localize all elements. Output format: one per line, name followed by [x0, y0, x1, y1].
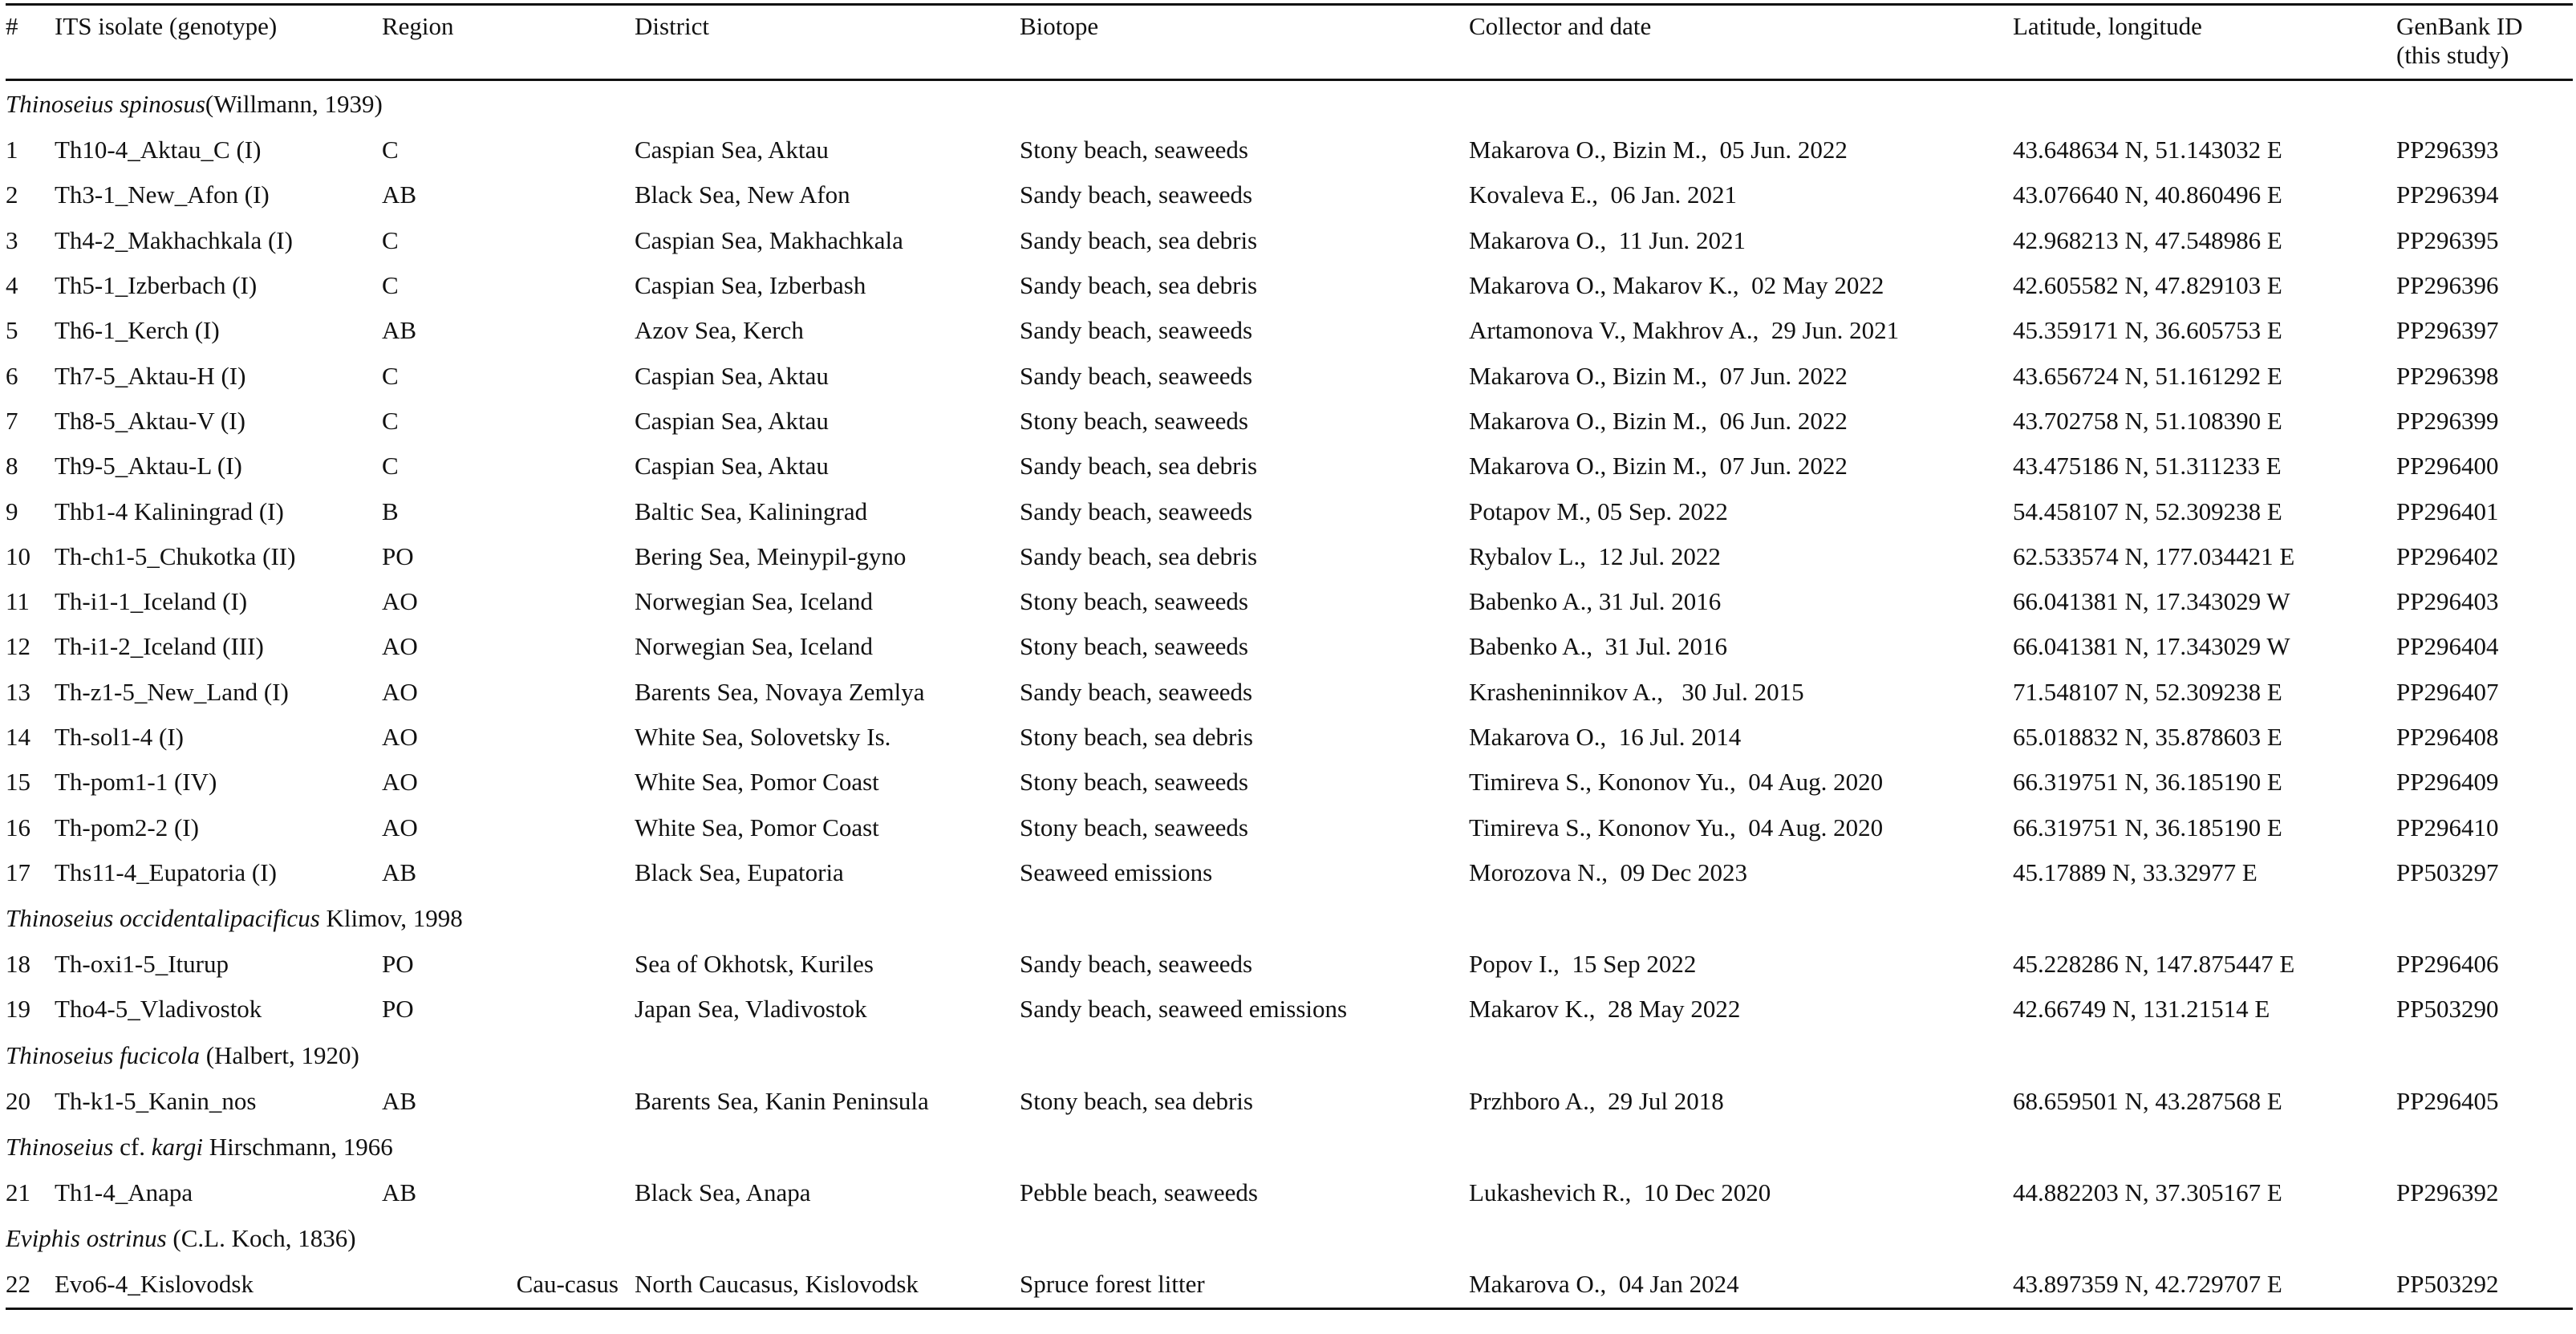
district: Japan Sea, Vladivostok	[635, 995, 867, 1024]
lat-lon: 65.018832 N, 35.878603 E	[2013, 723, 2282, 751]
lat-lon: 54.458107 N, 52.309238 E	[2013, 497, 2282, 525]
region-code: PO	[382, 995, 414, 1024]
species-authority: (Halbert, 1920)	[199, 1040, 359, 1069]
row-number: 1	[6, 136, 18, 164]
lat-lon: 66.319751 N, 36.185190 E	[2013, 768, 2282, 797]
row-number: 16	[6, 813, 30, 841]
table-row	[6, 942, 2573, 987]
biotope: Sandy beach, seaweeds	[1020, 677, 1253, 706]
header-genbank-line-2: (this study)	[2396, 41, 2509, 69]
table-row	[6, 399, 2573, 444]
row-number: 19	[6, 995, 30, 1024]
lat-lon: 45.228286 N, 147.875447 E	[2013, 950, 2295, 979]
isolate-name: Ths11-4_Eupatoria (I)	[55, 858, 277, 886]
row-number: 2	[6, 180, 18, 209]
lat-lon: 42.968213 N, 47.548986 E	[2013, 225, 2282, 254]
district: Caspian Sea, Izberbash	[635, 271, 866, 300]
lat-lon: 43.475186 N, 51.311233 E	[2013, 452, 2282, 480]
species-heading	[6, 80, 2573, 128]
header-biotope: Biotope	[1020, 5, 1469, 80]
table-row	[6, 353, 2573, 398]
genbank-id: PP503290	[2396, 995, 2499, 1024]
collector-date: Makarova O., 04 Jan 2024	[1469, 1262, 2013, 1308]
biotope: Sandy beach, seaweeds	[1020, 497, 1253, 525]
district: Azov Sea, Kerch	[635, 316, 804, 345]
header-district: District	[635, 5, 1020, 80]
row-number: 13	[6, 677, 30, 706]
genbank-id: PP296404	[2396, 632, 2499, 661]
table-row	[6, 850, 2573, 895]
lat-lon: 66.319751 N, 36.185190 E	[2013, 813, 2282, 841]
lat-lon: 66.041381 N, 17.343029 W	[2013, 587, 2290, 616]
region-code: AO	[382, 677, 418, 706]
header-collector: Collector and date	[1469, 5, 2013, 80]
species-name: Eviphis ostrinus	[6, 1224, 167, 1253]
biotope: Seaweed emissions	[1020, 858, 1213, 886]
lat-lon: 71.548107 N, 52.309238 E	[2013, 677, 2282, 706]
isolate-name: Th9-5_Aktau-L (I)	[55, 452, 242, 480]
table-row	[6, 670, 2573, 715]
row-number: 9	[6, 497, 18, 525]
district: Black Sea, Eupatoria	[635, 858, 844, 886]
lat-lon: 62.533574 N, 177.034421 E	[2013, 541, 2295, 570]
genbank-id: PP296396	[2396, 271, 2499, 300]
region-code: AB	[382, 1178, 417, 1207]
lat-lon: 45.17889 N, 33.32977 E	[2013, 858, 2258, 886]
genbank-id: PP296405	[2396, 1086, 2499, 1115]
biotope: Sandy beach, seaweed emissions	[1020, 995, 1348, 1024]
table-row	[6, 805, 2573, 849]
table-body	[6, 80, 2573, 1309]
biotope: Stony beach, sea debris	[1020, 1086, 1253, 1115]
row-number: 11	[6, 587, 30, 616]
collector-date: Makarova O., Bizin M., 07 Jun. 2022	[1469, 361, 1848, 390]
district: Caspian Sea, Aktau	[635, 452, 829, 480]
species-authority-after: Hirschmann, 1966	[203, 1132, 393, 1161]
lat-lon: 43.656724 N, 51.161292 E	[2013, 361, 2282, 390]
biotope: Sandy beach, sea debris	[1020, 541, 1258, 570]
biotope: Stony beach, sea debris	[1020, 723, 1253, 751]
biotope: Sandy beach, seaweeds	[1020, 950, 1253, 979]
region-code: AO	[382, 587, 418, 616]
isolate-name: Th8-5_Aktau-V (I)	[55, 406, 245, 435]
region-code: C	[382, 406, 399, 435]
biotope: Sandy beach, sea debris	[1020, 225, 1258, 254]
district: White Sea, Solovetsky Is.	[635, 723, 891, 751]
biotope: Stony beach, seaweeds	[1020, 768, 1248, 797]
region-code: AO	[382, 813, 418, 841]
table-row	[6, 987, 2573, 1032]
isolate-name: Th-oxi1-5_Iturup	[55, 950, 229, 979]
collector-date: Babenko A., 31 Jul. 2016	[1469, 587, 1722, 616]
table-row	[6, 263, 2573, 308]
genbank-id: PP296408	[2396, 723, 2499, 751]
isolate-name: Tho4-5_Vladivostok	[55, 995, 262, 1024]
collector-date: Makarova O., Bizin M., 06 Jun. 2022	[1469, 406, 1848, 435]
genbank-id: PP296397	[2396, 316, 2499, 345]
header-genbank	[2396, 5, 2573, 80]
district: Caspian Sea, Aktau	[635, 136, 829, 164]
isolate-name: Th7-5_Aktau-H (I)	[55, 361, 246, 390]
row-number: 22	[6, 1262, 55, 1308]
header-region: Region	[382, 5, 635, 80]
table-row	[6, 489, 2573, 533]
district: Barents Sea, Novaya Zemlya	[635, 677, 925, 706]
district: Sea of Okhotsk, Kuriles	[635, 950, 874, 979]
district: Norwegian Sea, Iceland	[635, 632, 873, 661]
table-row	[6, 715, 2573, 760]
lat-lon: 42.66749 N, 131.21514 E	[2013, 995, 2270, 1024]
genbank-id: PP296403	[2396, 587, 2499, 616]
isolate-name: Th-pom2-2 (I)	[55, 813, 199, 841]
header-number: #	[6, 5, 55, 80]
species-heading	[6, 1032, 2573, 1079]
genbank-id: PP503297	[2396, 858, 2499, 886]
row-number: 3	[6, 225, 18, 254]
genbank-id: PP296393	[2396, 136, 2499, 164]
table-row	[6, 128, 2573, 172]
collector-date: Morozova N., 09 Dec 2023	[1469, 858, 1747, 886]
genbank-id: PP296399	[2396, 406, 2499, 435]
biotope: Sandy beach, seaweeds	[1020, 361, 1253, 390]
district: White Sea, Pomor Coast	[635, 813, 879, 841]
district: Baltic Sea, Kaliningrad	[635, 497, 868, 525]
district: Caspian Sea, Makhachkala	[635, 225, 903, 254]
region-code: AB	[382, 180, 417, 209]
table-row	[6, 1262, 2573, 1308]
genbank-id: PP296409	[2396, 768, 2499, 797]
district: North Caucasus, Kislovodsk	[635, 1262, 1020, 1308]
region-code: AO	[382, 723, 418, 751]
biotope: Stony beach, seaweeds	[1020, 813, 1248, 841]
district: White Sea, Pomor Coast	[635, 768, 879, 797]
species-heading	[6, 895, 2573, 942]
biotope: Stony beach, seaweeds	[1020, 632, 1248, 661]
collector-date: Makarova O., Bizin M., 07 Jun. 2022	[1469, 452, 1848, 480]
header-genbank-line-1: GenBank ID	[2396, 12, 2523, 40]
isolate-name: Th-k1-5_Kanin_nos	[55, 1086, 257, 1115]
region-code: AO	[382, 768, 418, 797]
species-heading-row	[6, 1124, 2573, 1170]
table-row	[6, 1079, 2573, 1124]
collector-date: Lukashevich R., 10 Dec 2020	[1469, 1178, 1771, 1207]
row-number: 4	[6, 271, 18, 300]
lat-lon: 43.897359 N, 42.729707 E	[2013, 1262, 2396, 1308]
genbank-id: PP296392	[2396, 1178, 2499, 1207]
header-isolate: ITS isolate (genotype)	[55, 5, 382, 80]
collector-date: Timireva S., Kononov Yu., 04 Aug. 2020	[1469, 768, 1884, 797]
table-row	[6, 1170, 2573, 1215]
collector-date: Przhboro A., 29 Jul 2018	[1469, 1086, 1724, 1115]
row-number: 18	[6, 950, 30, 979]
isolate-name: Th-sol1-4 (I)	[55, 723, 184, 751]
region-code: C	[382, 136, 399, 164]
species-name: Thinoseius	[6, 1132, 114, 1161]
district: Norwegian Sea, Iceland	[635, 587, 873, 616]
species-authority: (Willmann, 1939)	[205, 90, 383, 118]
table-row	[6, 760, 2573, 805]
lat-lon: 43.648634 N, 51.143032 E	[2013, 136, 2282, 164]
collector-date: Makarova O., Bizin M., 05 Jun. 2022	[1469, 136, 1848, 164]
lat-lon: 44.882203 N, 37.305167 E	[2013, 1178, 2282, 1207]
district: Caspian Sea, Aktau	[635, 406, 829, 435]
region-code: C	[382, 271, 399, 300]
collector-date: Makarova O., Makarov K., 02 May 2022	[1469, 271, 1884, 300]
isolate-name: Th-i1-1_Iceland (I)	[55, 587, 248, 616]
collector-date: Popov I., 15 Sep 2022	[1469, 950, 1697, 979]
isolate-table	[6, 3, 2573, 1310]
district: Barents Sea, Kanin Peninsula	[635, 1086, 929, 1115]
biotope: Spruce forest litter	[1020, 1262, 1469, 1308]
row-number: 14	[6, 723, 30, 751]
species-authority: Klimov, 1998	[319, 904, 463, 933]
isolate-name: Thb1-4 Kaliningrad (I)	[55, 497, 284, 525]
isolate-name: Th5-1_Izberbach (I)	[55, 271, 258, 300]
species-name: Thinoseius spinosus	[6, 90, 205, 118]
biotope: Stony beach, seaweeds	[1020, 136, 1248, 164]
genbank-id: PP296407	[2396, 677, 2499, 706]
genbank-id: PP296398	[2396, 361, 2499, 390]
isolate-table-container	[6, 3, 2573, 1310]
collector-date: Rybalov L., 12 Jul. 2022	[1469, 541, 1721, 570]
lat-lon: 68.659501 N, 43.287568 E	[2013, 1086, 2282, 1115]
row-number: 5	[6, 316, 18, 345]
table-row	[6, 579, 2573, 624]
collector-date: Krasheninnikov A., 30 Jul. 2015	[1469, 677, 1804, 706]
species-name: Thinoseius occidentalipacificus	[6, 904, 320, 933]
species-authority: (C.L. Koch, 1836)	[166, 1224, 356, 1253]
lat-lon: 43.702758 N, 51.108390 E	[2013, 406, 2282, 435]
isolate-name: Th3-1_New_Afon (I)	[55, 180, 270, 209]
row-number: 12	[6, 632, 30, 661]
lat-lon: 42.605582 N, 47.829103 E	[2013, 271, 2282, 300]
genbank-id: PP296402	[2396, 541, 2499, 570]
district: Bering Sea, Meinypil-gyno	[635, 541, 907, 570]
row-number: 17	[6, 858, 30, 886]
collector-date: Makarova O., 16 Jul. 2014	[1469, 723, 1742, 751]
region-code: C	[382, 452, 399, 480]
row-number: 21	[6, 1178, 30, 1207]
region-code: AB	[382, 858, 417, 886]
table-row	[6, 534, 2573, 579]
genbank-id: PP296400	[2396, 452, 2499, 480]
species-heading-row	[6, 80, 2573, 128]
row-number: 15	[6, 768, 30, 797]
isolate-name: Th-z1-5_New_Land (I)	[55, 677, 289, 706]
row-number: 7	[6, 406, 18, 435]
lat-lon: 45.359171 N, 36.605753 E	[2013, 316, 2282, 345]
isolate-name: Th-ch1-5_Chukotka (II)	[55, 541, 296, 570]
district: Caspian Sea, Aktau	[635, 361, 829, 390]
biotope: Pebble beach, seaweeds	[1020, 1178, 1258, 1207]
species-heading	[6, 1215, 2573, 1262]
region-code: B	[382, 497, 399, 525]
lat-lon: 43.076640 N, 40.860496 E	[2013, 180, 2282, 209]
collector-date: Kovaleva E., 06 Jan. 2021	[1469, 180, 1738, 209]
collector-date: Babenko A., 31 Jul. 2016	[1469, 632, 1728, 661]
region-code: PO	[382, 541, 414, 570]
collector-date: Timireva S., Kononov Yu., 04 Aug. 2020	[1469, 813, 1884, 841]
table-row	[6, 308, 2573, 353]
isolate-name: Th1-4_Anapa	[55, 1178, 193, 1207]
header-latlon: Latitude, longitude	[2013, 5, 2396, 80]
region-code: C	[382, 361, 399, 390]
species-heading-row	[6, 1032, 2573, 1079]
genbank-id: PP296406	[2396, 950, 2499, 979]
table-row	[6, 172, 2573, 217]
table-row	[6, 624, 2573, 669]
row-number: 8	[6, 452, 18, 480]
table-row	[6, 444, 2573, 489]
genbank-id: PP296394	[2396, 180, 2499, 209]
biotope: Sandy beach, seaweeds	[1020, 180, 1253, 209]
isolate-name: Th10-4_Aktau_C (I)	[55, 136, 262, 164]
region-code: AB	[382, 1086, 417, 1115]
collector-date: Makarova O., 11 Jun. 2021	[1469, 225, 1746, 254]
species-heading-row	[6, 895, 2573, 942]
biotope: Sandy beach, sea debris	[1020, 452, 1258, 480]
species-heading-row	[6, 1215, 2573, 1262]
species-authority: cf.	[113, 1132, 152, 1161]
collector-date: Potapov M., 05 Sep. 2022	[1469, 497, 1728, 525]
species-heading	[6, 1124, 2573, 1170]
species-epithet: kargi	[151, 1132, 203, 1161]
genbank-id: PP296395	[2396, 225, 2499, 254]
genbank-id: PP503292	[2396, 1262, 2573, 1308]
region-code: Cau-casus	[382, 1262, 635, 1308]
biotope: Sandy beach, seaweeds	[1020, 316, 1253, 345]
species-name: Thinoseius fucicola	[6, 1040, 200, 1069]
district: Black Sea, Anapa	[635, 1178, 811, 1207]
collector-date: Artamonova V., Makhrov A., 29 Jun. 2021	[1469, 316, 1900, 345]
isolate-name: Evo6-4_Kislovodsk	[55, 1262, 382, 1308]
district: Black Sea, New Afon	[635, 180, 850, 209]
header-row	[6, 5, 2573, 80]
biotope: Stony beach, seaweeds	[1020, 587, 1248, 616]
region-code: PO	[382, 950, 414, 979]
isolate-name: Th-i1-2_Iceland (III)	[55, 632, 264, 661]
lat-lon: 66.041381 N, 17.343029 W	[2013, 632, 2290, 661]
genbank-id: PP296410	[2396, 813, 2499, 841]
row-number: 10	[6, 541, 30, 570]
isolate-name: Th6-1_Kerch (I)	[55, 316, 220, 345]
region-code: AO	[382, 632, 418, 661]
biotope: Stony beach, seaweeds	[1020, 406, 1248, 435]
region-code: AB	[382, 316, 417, 345]
table-row	[6, 218, 2573, 263]
region-code: C	[382, 225, 399, 254]
collector-date: Makarov K., 28 May 2022	[1469, 995, 1741, 1024]
row-number: 20	[6, 1086, 30, 1115]
biotope: Sandy beach, sea debris	[1020, 271, 1258, 300]
isolate-name: Th-pom1-1 (IV)	[55, 768, 217, 797]
genbank-id: PP296401	[2396, 497, 2499, 525]
row-number: 6	[6, 361, 18, 390]
isolate-name: Th4-2_Makhachkala (I)	[55, 225, 293, 254]
